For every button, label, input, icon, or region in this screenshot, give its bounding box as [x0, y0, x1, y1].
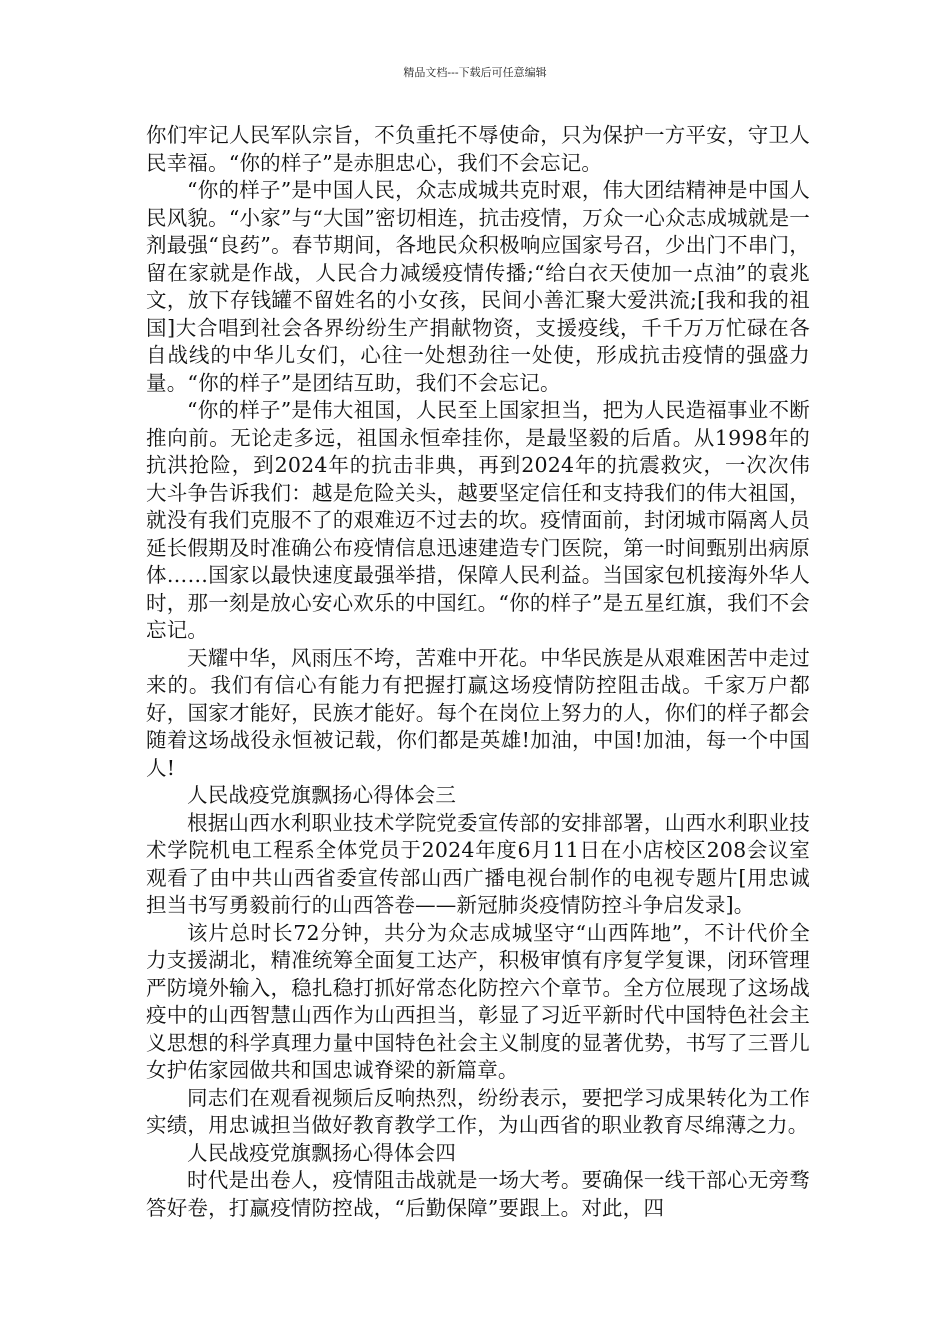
paragraph-2: “你的样子”是中国人民，众志成城共克时艰，伟大团结精神是中国人民风貌。“小家”与“大国”密切相连，抗击疫情，万众一心众志成城就是一剂最强“良药”。春节期间，各地民众积极响应国家号召，少出门不串门，留在家就是作战，人民合力减缓疫情传播;“给白衣天使加一点油”的袁兆文，放下存钱罐不留姓名的小女孩，民间小善汇聚大爱洪流;[我和我的祖国]大合唱到社会各界纷纷生产捐献物资，支援疫线，千千万万忙碌在各自战线的中华儿女们，心往一处想劲往一处使，形成抗击疫情的强盛力量。“你的样子”是团结互助，我们不会忘记。 — [146, 178, 810, 395]
paragraph-1: 你们牢记人民军队宗旨，不负重托不辱使命，只为保护一方平安，守卫人民幸福。“你的样子”是赤胆忠心，我们不会忘记。 — [146, 123, 810, 175]
paragraph-7: 同志们在观看视频后反响热烈，纷纷表示，要把学习成果转化为工作实绩，用忠诚担当做好教育教学工作，为山西省的职业教育尽绵薄之力。 — [146, 1085, 810, 1137]
page-header: 精品文档---下载后可任意编辑 — [403, 66, 547, 79]
paragraph-5: 根据山西水利职业技术学院党委宣传部的安排部署，山西水利职业技术学院机电工程系全体党员于2024年度6月11日在小店校区208会议室观看了由中共山西省委宣传部山西广播电视台制作的电视专题片[用忠诚担当书写勇毅前行的山西答卷——新冠肺炎疫情防控斗争启发录]。 — [146, 810, 810, 917]
paragraph-4: 天耀中华，风雨压不垮，苦难中开花。中华民族是从艰难困苦中走过来的。我们有信心有能力有把握打赢这场疫情防控阻击战。千家万户都好，国家才能好，民族才能好。每个在岗位上努力的人，你们的样子都会随着这场战役永恒被记载，你们都是英雄!加油，中国!加油，每一个中国人! — [146, 645, 810, 780]
document-body — [146, 122, 810, 1222]
paragraph-3: “你的样子”是伟大祖国，人民至上国家担当，把为人民造福事业不断推向前。无论走多远，祖国永恒牵挂你，是最坚毅的后盾。从1998年的抗洪抢险，到2024年的抗击非典，再到2024年的抗震救灾，一次次伟大斗争告诉我们：越是危险关头，越要坚定信任和支持我们的伟大祖国，就没有我们克服不了的艰难迈不过去的坎。疫情面前，封闭城市隔离人员延长假期及时准确公布疫情信息迅速建造专门医院，第一时间甄别出病原体……国家以最快速度最强举措，保障人民利益。当国家包机接海外华人时，那一刻是放心安心欢乐的中国红。“你的样子”是五星红旗，我们不会忘记。 — [146, 398, 810, 642]
section-heading-3: 人民战疫党旗飘扬心得体会三 — [187, 783, 457, 807]
paragraph-8: 时代是出卷人，疫情阻击战就是一场大考。要确保一线干部心无旁骛答好卷，打赢疫情防控战，“后勤保障”要跟上。对此，四 — [146, 1168, 810, 1220]
section-heading-4: 人民战疫党旗飘扬心得体会四 — [187, 1140, 457, 1165]
paragraph-6: 该片总时长72分钟，共分为众志成城坚守“山西阵地”，不计代价全力支援湖北，精准统筹全面复工达产，积极审慎有序复学复课，闭环管理严防境外输入，稳扎稳打抓好常态化防控六个章节。全方位展现了这场战疫中的山西智慧山西作为山西担当，彰显了习近平新时代中国特色社会主义思想的科学真理力量中国特色社会主义制度的显著优势，书写了三晋儿女护佑家园做共和国忠诚脊梁的新篇章。 — [146, 920, 810, 1082]
